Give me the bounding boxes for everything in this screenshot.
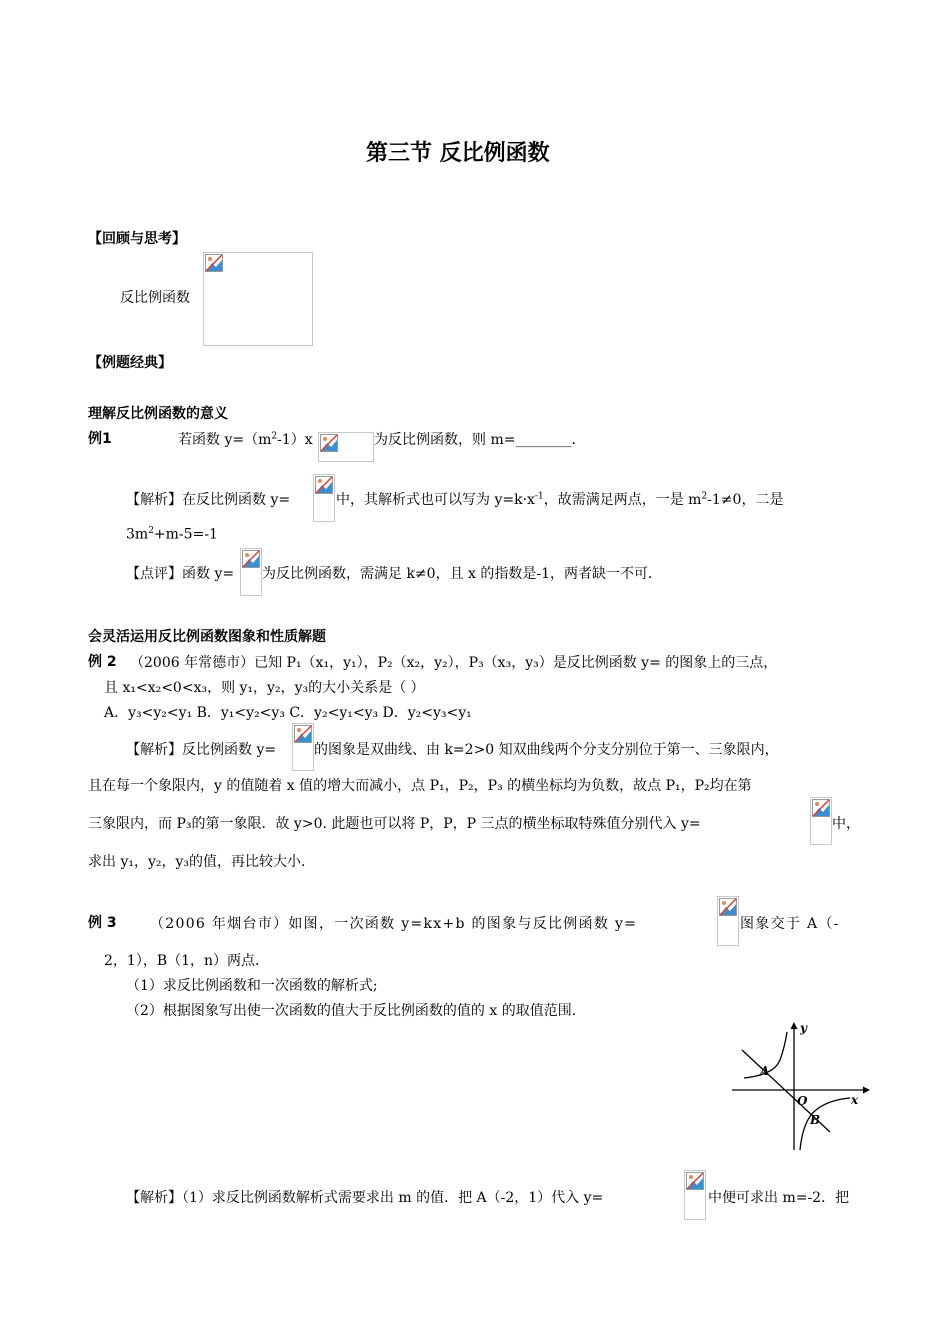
example-question: （2006 年常德市）已知 P₁（x₁，y₁），P₂（x₂，y₂），P₃（x₃，y₃）是反比例函数 y= 的图象上的三点， <box>130 655 778 671</box>
review-heading: 【回顾与思考】 <box>88 231 186 247</box>
answer-options: A．y₃<y₂<y₁ B．y₁<y₂<y₃ C．y₂<y₁<y₃ D．y₂<y₃<y₁ <box>104 705 472 721</box>
example-label: 例 2 <box>88 654 117 670</box>
analysis-line-3-end: 中， <box>832 816 860 832</box>
y-axis-label: y <box>800 1021 807 1035</box>
analysis-text-continued: 中便可求出 m=-2．把 <box>708 1190 850 1206</box>
analysis-text: 【解析】（1）求反比例函数解析式需要求出 m 的值．把 A（-2，1）代入 y= <box>126 1190 604 1206</box>
formula-image-placeholder <box>717 896 739 946</box>
formula-image-placeholder <box>810 797 832 845</box>
analysis-line-3: 三象限内，而 P₃的第一象限．故 y>0. 此题也可以将 P，P，P 三点的横坐标取特殊值分别代入 y= <box>88 816 701 832</box>
analysis-line-2: $3m^2+m-5=-1$ <box>126 526 218 543</box>
review-label: 反比例函数 <box>120 290 190 306</box>
formula-image-placeholder <box>240 548 262 596</box>
formula-image-placeholder <box>313 474 335 522</box>
example-question-line-2: 2，1），B（1，n）两点． <box>104 953 270 969</box>
topic-heading: 会灵活运用反比例函数图象和性质解题 <box>88 629 326 645</box>
broken-image-icon <box>719 898 737 916</box>
example-question-continued: 图象交于 A（- <box>740 916 840 932</box>
analysis-text: 【解析】反比例函数 y= <box>126 742 277 758</box>
broken-image-icon <box>242 550 260 568</box>
comment-text: 【点评】函数 y= <box>126 566 235 582</box>
topic-heading: 理解反比例函数的意义 <box>88 406 228 422</box>
example-label: 例1 <box>88 431 112 447</box>
formula-image-placeholder <box>318 432 374 462</box>
point-b-label: B <box>810 1113 821 1127</box>
broken-image-icon <box>686 1172 704 1190</box>
function-graph <box>730 1020 870 1155</box>
formula-image-placeholder <box>684 1170 706 1220</box>
hyperbola-branch-right <box>800 1098 850 1150</box>
origin-label: O <box>797 1094 808 1108</box>
formula-image-placeholder <box>203 252 313 346</box>
x-axis-label: x <box>851 1093 859 1107</box>
analysis-line-4: 求出 y₁，y₂，y₃的值，再比较大小． <box>88 854 316 870</box>
sub-question-2: （2）根据图象写出使一次函数的值大于反比例函数的值的 x 的取值范围． <box>126 1003 586 1019</box>
broken-image-icon <box>205 254 223 272</box>
analysis-text-continued: 的图象是双曲线、由 k=2>0 知双曲线两个分支分别位于第一、三象限内， <box>314 742 779 758</box>
example-label: 例 3 <box>88 915 117 931</box>
formula-image-placeholder <box>292 723 314 771</box>
page-title: 第三节 反比例函数 <box>366 141 550 166</box>
x-axis-arrow <box>863 1087 870 1094</box>
sub-question-1: （1）求反比例函数和一次函数的解析式; <box>126 978 378 994</box>
broken-image-icon <box>294 725 312 743</box>
broken-image-icon <box>320 434 338 452</box>
point-a-label: A <box>760 1064 770 1078</box>
broken-image-icon <box>812 799 830 817</box>
y-axis-arrow <box>791 1022 798 1029</box>
example-question-end: 为反比例函数，则 m=________． <box>374 432 586 448</box>
example-question: （2006 年烟台市）如图，一次函数 y=kx+b 的图象与反比例函数 y= <box>150 916 638 932</box>
comment-text-continued: 为反比例函数，需满足 k≠0，且 x 的指数是-1，两者缺一不可． <box>262 566 663 582</box>
analysis-line-2: 且在每一个象限内，y 的值随着 x 值的增大而减小，点 P₁，P₂，P₃ 的横坐标均为负数，故点 P₁，P₂均在第 <box>88 778 752 794</box>
example-question-line-2: 且 x₁<x₂<0<x₃，则 y₁，y₂，y₃的大小关系是（ ） <box>104 680 425 696</box>
analysis-text: 【解析】在反比例函数 y= <box>126 492 291 508</box>
analysis-text-continued: 中，其解析式也可以写为 $y=k\cdot x^{-1}$，故需满足两点，一是 $m^2-1\ne 0$，二是 <box>336 491 784 508</box>
broken-image-icon <box>315 476 333 494</box>
example-question: 若函数 $y=(m^2-1)x$ <box>178 431 313 448</box>
examples-heading: 【例题经典】 <box>88 355 172 371</box>
